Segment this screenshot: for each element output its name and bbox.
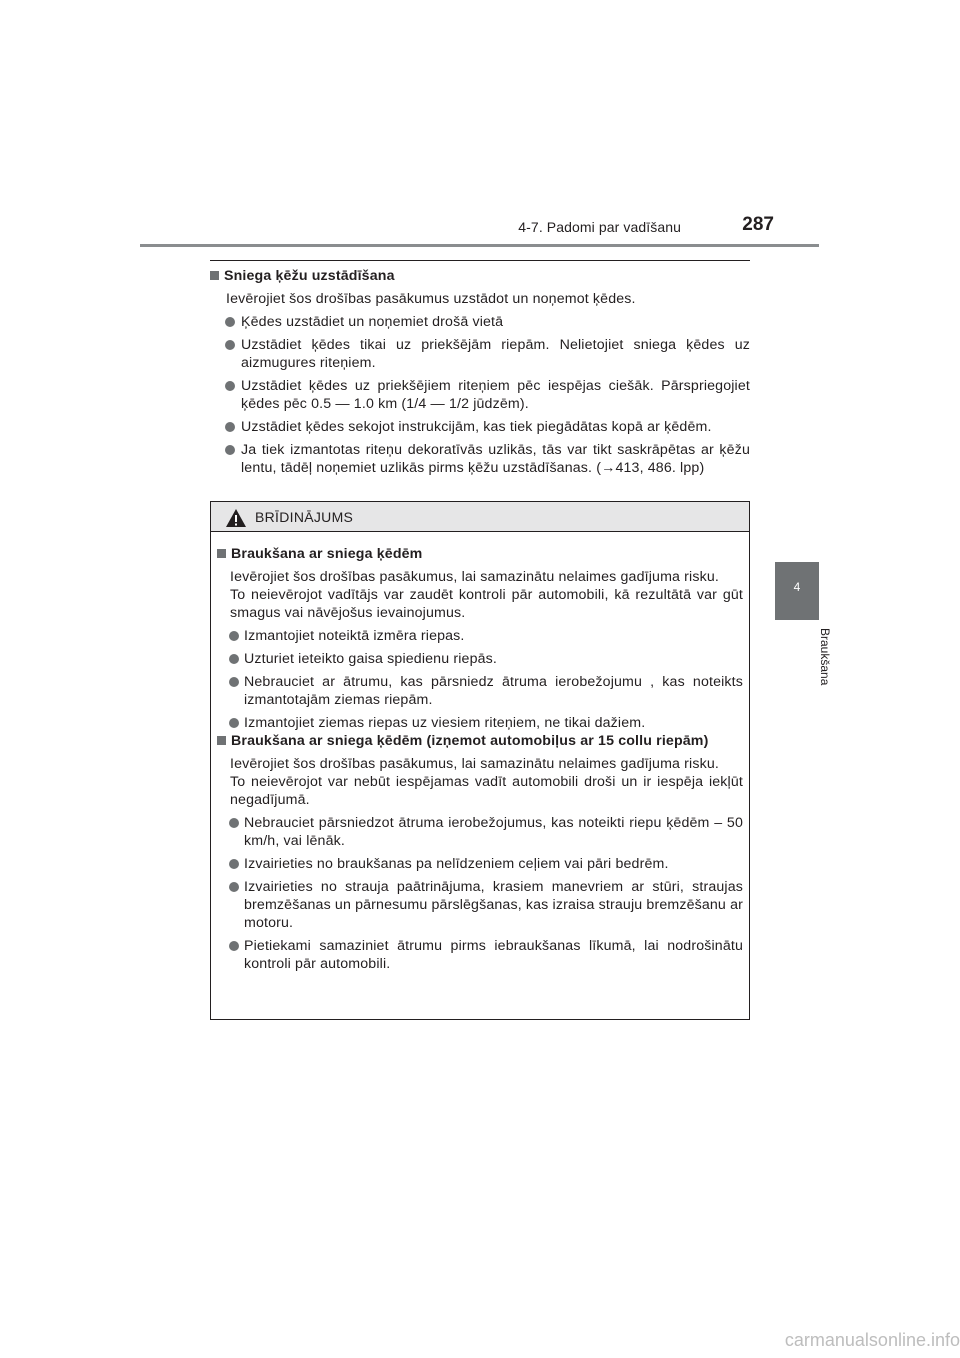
page-number: 287 [742, 214, 774, 235]
warning-box [210, 501, 750, 1020]
snow-chain-section [210, 267, 750, 477]
warning-paragraph [217, 755, 743, 809]
list-item-text: Izvairieties no braukšanas pa nelīdzeniem ceļiem vai pāri bedrēm. [244, 856, 669, 872]
circle-bullet-icon [229, 941, 239, 951]
list-item [217, 855, 743, 873]
circle-bullet-icon [225, 445, 235, 455]
square-bullet-icon [217, 549, 226, 558]
warning-title: BRĪDINĀJUMS [255, 509, 354, 525]
list-item [210, 418, 750, 436]
list-item [217, 714, 743, 732]
list-item [217, 814, 743, 850]
watermark: carmanualsonline.info [784, 1330, 960, 1350]
warning-paragraph [217, 568, 743, 622]
list-item-text: Izmantojiet ziemas riepas uz viesiem riteņiem, ne tikai dažiem. [244, 715, 646, 731]
circle-bullet-icon [225, 317, 235, 327]
list-item [210, 377, 750, 413]
warning-paragraph-line: To neievērojot var nebūt iespējamas vadīt automobili droši un ir iespēja iekļūt negadījumā. [230, 774, 743, 808]
list-item-text: Uzstādiet ķēdes uz priekšējiem riteņiem pēc iespējas ciešāk. Pārspriegojiet ķēdes pēc 0.5 — 1.0 km (1/4 — 1/2 jūdzēm). [241, 378, 750, 412]
section-title-text: Sniega ķēžu uzstādīšana [224, 268, 395, 284]
list-item [217, 937, 743, 973]
list-item-text: Ķēdes uzstādiet un noņemiet drošā vietā [241, 314, 504, 330]
warning-header [211, 502, 749, 532]
list-item [217, 878, 743, 932]
list-item-text: Nebrauciet ar ātrumu, kas pārsniedz ātruma ierobežojumu , kas noteikts izmantotajām ziemas riepām. [244, 674, 743, 708]
circle-bullet-icon [229, 882, 239, 892]
circle-bullet-icon [229, 718, 239, 728]
chapter-label: Braukšana [818, 628, 832, 686]
chapter-number: 4 [793, 580, 801, 594]
list-item [210, 336, 750, 372]
warning-section-title [217, 732, 743, 750]
circle-bullet-icon [229, 677, 239, 687]
warning-paragraph-line: Ievērojiet šos drošības pasākumus, lai samazinātu nelaimes gadījuma risku. [230, 569, 719, 585]
intro-paragraph: Ievērojiet šos drošības pasākumus uzstādot un noņemot ķēdes. [226, 291, 636, 307]
circle-bullet-icon [229, 818, 239, 828]
circle-bullet-icon [229, 654, 239, 664]
list-item-text: Uzturiet ieteikto gaisa spiedienu riepās. [244, 651, 497, 667]
list-item-text: Pietiekami samaziniet ātrumu pirms iebraukšanas līkumā, lai nodrošinātu kontroli pār automobili. [244, 938, 743, 972]
circle-bullet-icon [229, 631, 239, 641]
warning-paragraph-line: To neievērojot vadītājs var zaudēt kontroli pār automobili, kā rezultātā var gūt smagus vai nāvējošus ievainojumus. [230, 587, 743, 621]
section-title [210, 267, 750, 285]
list-item [210, 313, 750, 331]
warning-body [217, 545, 743, 973]
warning-triangle-icon [225, 508, 247, 528]
list-item [217, 673, 743, 709]
square-bullet-icon [217, 736, 226, 745]
warning-section-title [217, 545, 743, 563]
section-header: 4-7. Padomi par vadīšanu [518, 219, 681, 235]
circle-bullet-icon [225, 381, 235, 391]
list-item [210, 441, 750, 477]
circle-bullet-icon [225, 340, 235, 350]
circle-bullet-icon [225, 422, 235, 432]
chapter-tab [775, 562, 819, 620]
list-item-text: Ja tiek izmantotas riteņu dekoratīvās uzlikās, tās var tikt saskrāpētas ar ķēžu lentu, tādēļ noņemiet uzlikās pirms ķēžu uzstādīšanas. (→413, 486. lpp) [241, 442, 750, 476]
list-item [217, 627, 743, 645]
circle-bullet-icon [229, 859, 239, 869]
list-item-text: Uzstādiet ķēdes sekojot instrukcijām, kas tiek piegādātas kopā ar ķēdēm. [241, 419, 712, 435]
list-item-text: Izmantojiet noteiktā izmēra riepas. [244, 628, 465, 644]
header-divider [140, 244, 819, 247]
warning-section-title-text: Braukšana ar sniega ķēdēm [231, 546, 423, 562]
list-item-text: Uzstādiet ķēdes tikai uz priekšējām riepām. Nelietojiet sniega ķēdes uz aizmugures riteņiem. [241, 337, 750, 371]
list-item-text: Nebrauciet pārsniedzot ātruma ierobežojumus, kas noteikti riepu ķēdēm – 50 km/h, vai lēnāk. [244, 815, 743, 849]
content-divider [210, 260, 750, 261]
list-item-text: Izvairieties no strauja paātrinājuma, krasiem manevriem ar stūri, straujas bremzēšanas un pārnesumu pārslēgšanas, kas izraisa strauju bremzēšanu ar motoru. [244, 879, 743, 931]
warning-section-title-text: Braukšana ar sniega ķēdēm (izņemot automobiļus ar 15 collu riepām) [231, 733, 709, 749]
square-bullet-icon [210, 271, 219, 280]
list-item [217, 650, 743, 668]
warning-paragraph-line: Ievērojiet šos drošības pasākumus, lai samazinātu nelaimes gadījuma risku. [230, 756, 719, 772]
